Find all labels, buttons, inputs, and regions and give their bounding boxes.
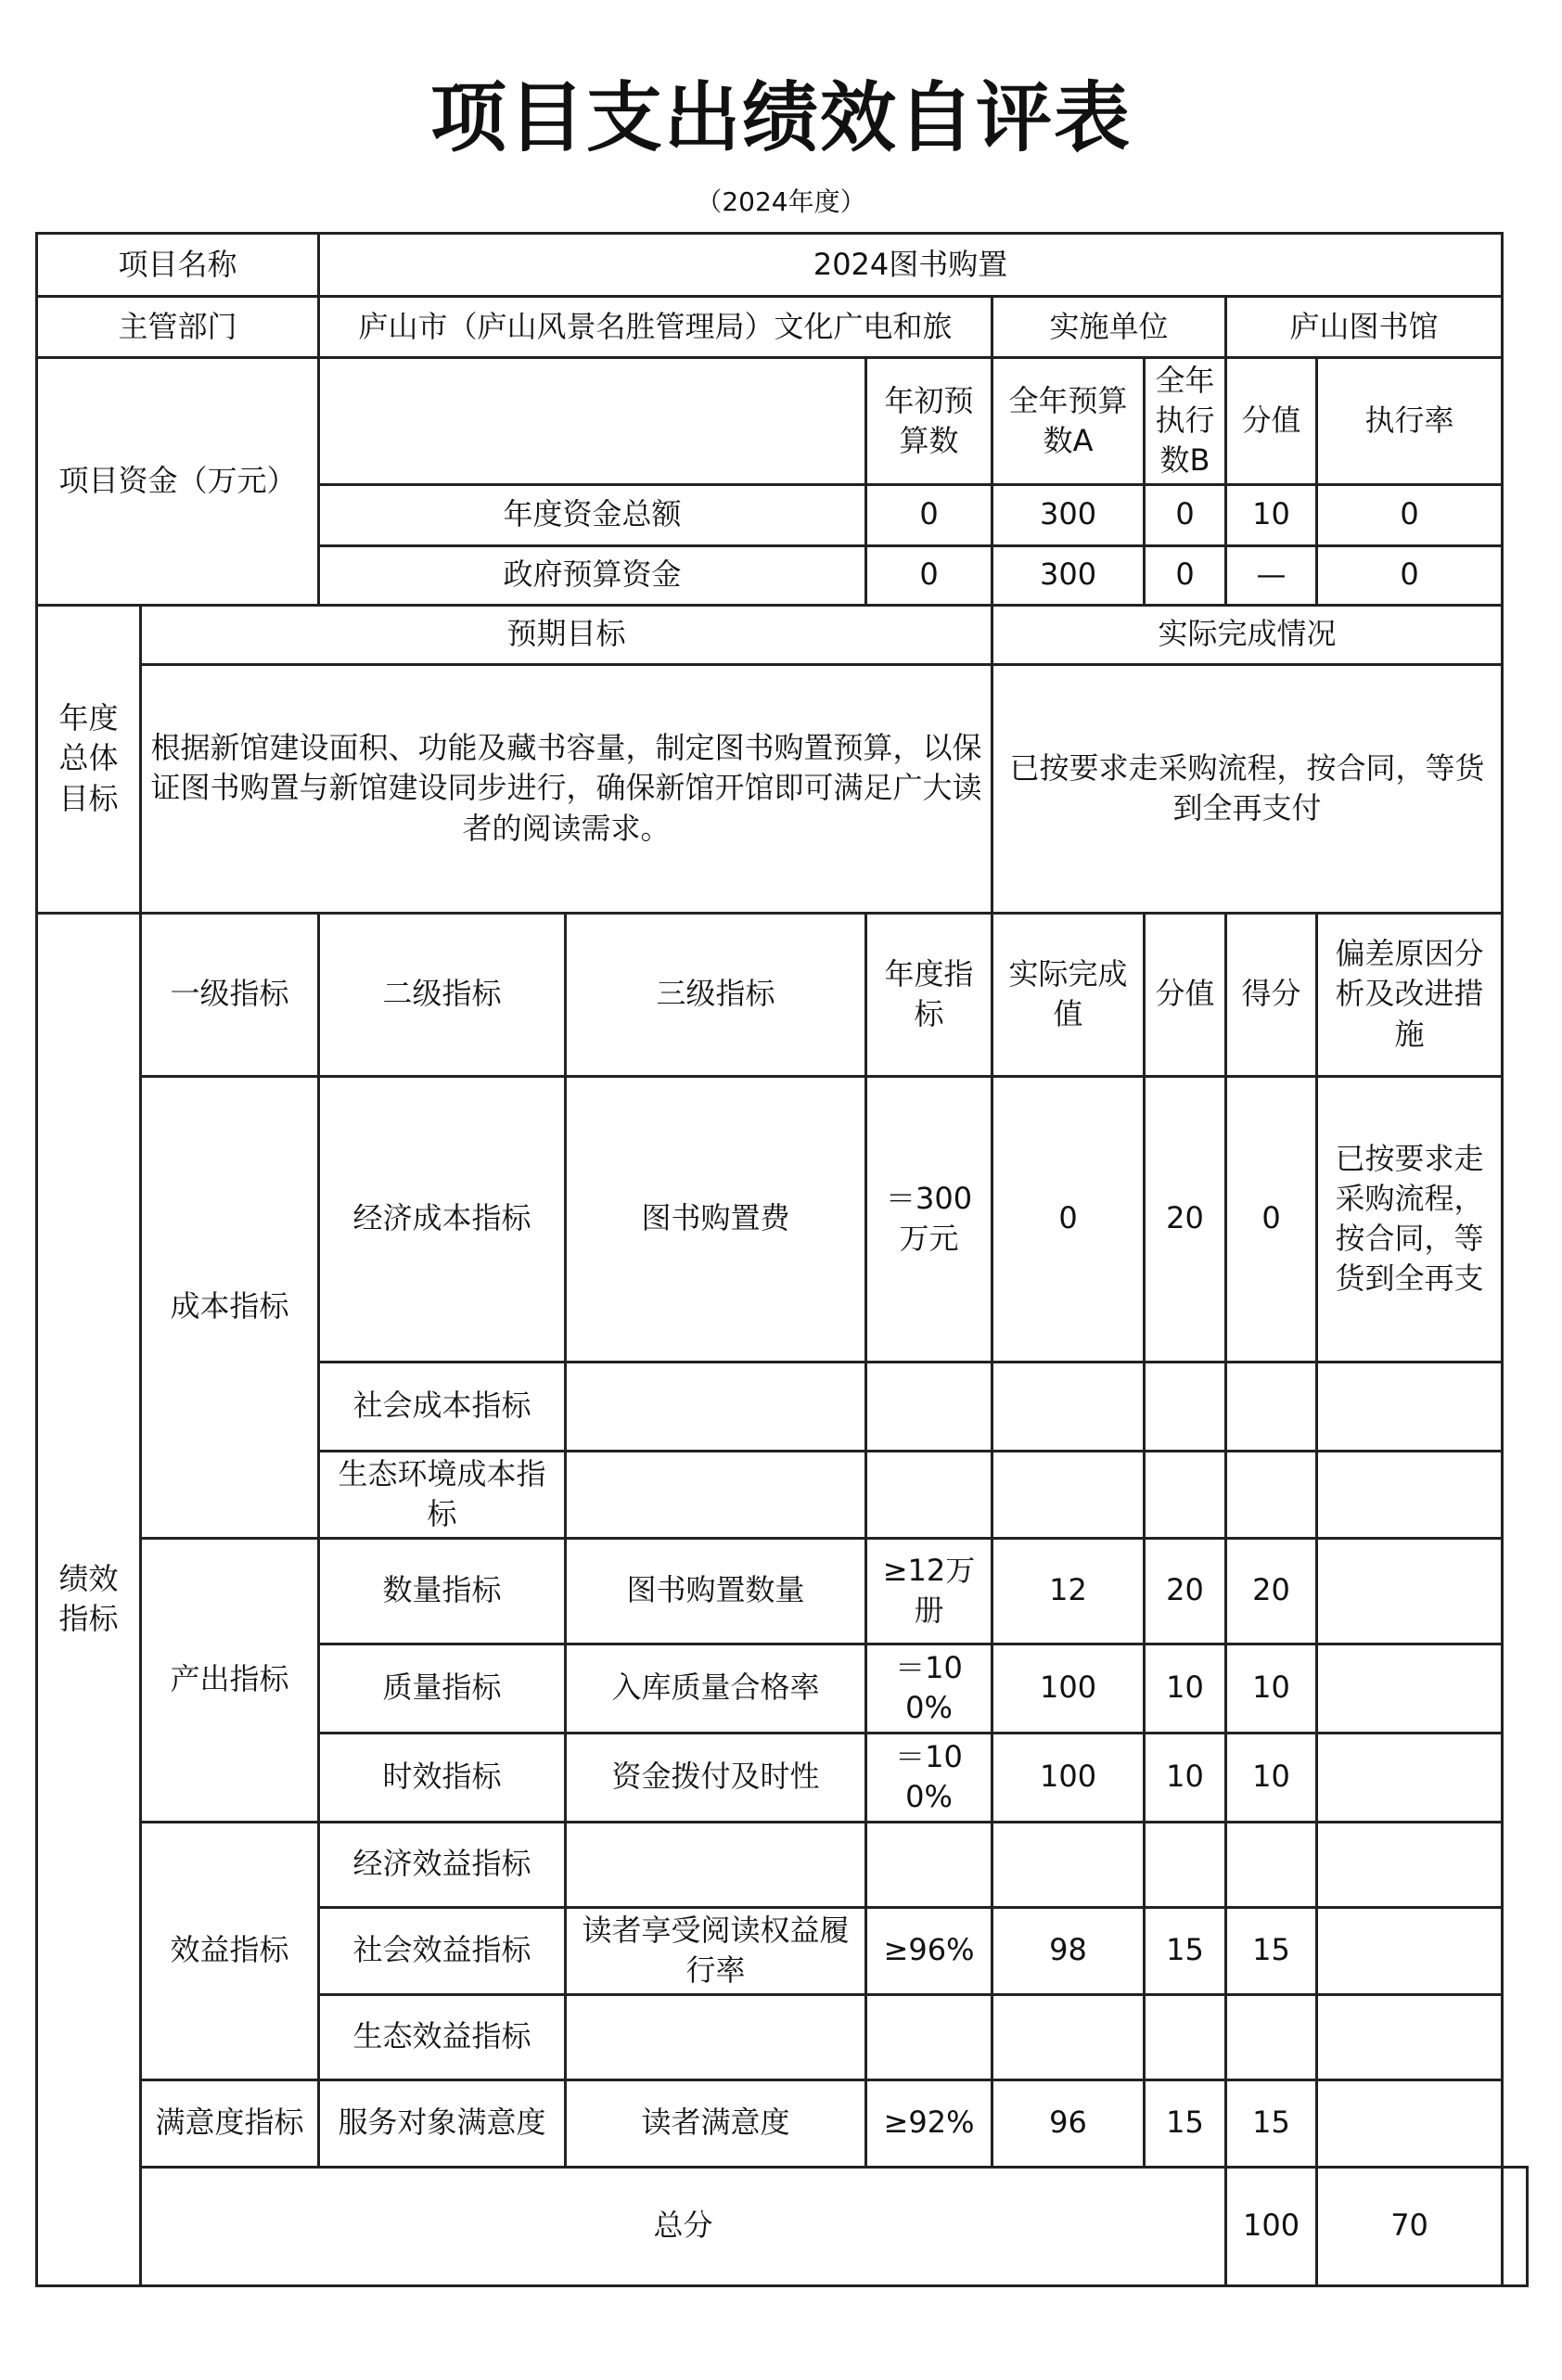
total-label: 总分 — [141, 2167, 1226, 2285]
output-quality-score: 10 — [1226, 1644, 1317, 1733]
satisfaction-actual: 96 — [992, 2079, 1145, 2167]
output-quantity-weight: 20 — [1145, 1538, 1226, 1644]
benefit-social-score: 15 — [1226, 1907, 1317, 1994]
funds-row-total-weight: 10 — [1226, 484, 1317, 545]
satisfaction-weight: 15 — [1145, 2079, 1226, 2167]
cost-economic-annual: ＝300万元 — [866, 1076, 992, 1362]
impl-value: 庐山图书馆 — [1226, 297, 1503, 358]
goal-expected-text: 根据新馆建设面积、功能及藏书容量，制定图书购置预算，以保证图书购置与新馆建设同步进行，确保新馆开馆即可满足广大读者的阅读需求。 — [141, 664, 992, 913]
ind-header-annual: 年度指标 — [866, 913, 992, 1076]
output-quantity-score: 20 — [1226, 1538, 1317, 1644]
dept-value: 庐山市（庐山风景名胜管理局）文化广电和旅 — [319, 297, 992, 358]
output-label: 产出指标 — [141, 1538, 319, 1822]
total-weight: 100 — [1226, 2167, 1317, 2285]
benefit-social-actual: 98 — [992, 1907, 1145, 1994]
funds-row-total-exec-rate: 0 — [1317, 484, 1503, 545]
funds-row-total-exec-b: 0 — [1145, 484, 1226, 545]
goal-actual-label: 实际完成情况 — [992, 605, 1503, 664]
satisfaction-sub-label: 服务对象满意度 — [319, 2079, 566, 2167]
indicators-label: 绩效指标 — [37, 913, 141, 2285]
funds-header-blank — [319, 358, 866, 485]
output-timeliness-label: 时效指标 — [319, 1733, 566, 1822]
satisfaction-score: 15 — [1226, 2079, 1317, 2167]
funds-header-weight: 分值 — [1226, 358, 1317, 485]
cost-economic-label: 经济成本指标 — [319, 1076, 566, 1362]
ind-header-weight: 分值 — [1145, 913, 1226, 1076]
cost-eco-label: 生态环境成本指标 — [319, 1451, 566, 1538]
funds-label: 项目资金（万元） — [37, 358, 319, 606]
ind-header-level3: 三级指标 — [566, 913, 866, 1076]
benefit-economic-label: 经济效益指标 — [319, 1822, 566, 1907]
funds-row-gov-initial: 0 — [866, 545, 992, 605]
cost-economic-actual: 0 — [992, 1076, 1145, 1362]
output-quantity-actual: 12 — [992, 1538, 1145, 1644]
funds-header-full-a: 全年预算数A — [992, 358, 1145, 485]
funds-row-total-initial: 0 — [866, 484, 992, 545]
ind-header-score: 得分 — [1226, 913, 1317, 1076]
self-evaluation-table — [35, 232, 1529, 2287]
funds-row-gov-exec-b: 0 — [1145, 545, 1226, 605]
benefit-social-label: 社会效益指标 — [319, 1907, 566, 1994]
output-quality-annual: ＝100% — [866, 1644, 992, 1733]
cost-economic-weight: 20 — [1145, 1076, 1226, 1362]
goal-label: 年度总体目标 — [37, 605, 141, 913]
benefit-label: 效益指标 — [141, 1822, 319, 2079]
funds-header-exec-rate: 执行率 — [1317, 358, 1503, 485]
output-quality-actual: 100 — [992, 1644, 1145, 1733]
benefit-social-annual: ≥96% — [866, 1907, 992, 1994]
funds-header-initial: 年初预算数 — [866, 358, 992, 485]
benefit-social-name: 读者享受阅读权益履行率 — [566, 1907, 866, 1994]
satisfaction-name: 读者满意度 — [566, 2079, 866, 2167]
benefit-eco-label: 生态效益指标 — [319, 1994, 566, 2079]
total-score: 70 — [1317, 2167, 1503, 2285]
project-name-value: 2024图书购置 — [319, 234, 1503, 297]
output-timeliness-name: 资金拨付及时性 — [566, 1733, 866, 1822]
ind-header-level1: 一级指标 — [141, 913, 319, 1076]
output-timeliness-actual: 100 — [992, 1733, 1145, 1822]
goal-actual-text: 已按要求走采购流程，按合同，等货到全再支付 — [992, 664, 1503, 913]
cost-label: 成本指标 — [141, 1076, 319, 1538]
funds-row-gov-label: 政府预算资金 — [319, 545, 866, 605]
ind-header-level2: 二级指标 — [319, 913, 566, 1076]
report-year: （2024年度） — [696, 186, 866, 217]
page-title: 项目支出绩效自评表 — [429, 74, 1132, 162]
output-timeliness-weight: 10 — [1145, 1733, 1226, 1822]
cost-economic-score: 0 — [1226, 1076, 1317, 1362]
output-quantity-annual: ≥12万册 — [866, 1538, 992, 1644]
funds-row-gov-exec-rate: 0 — [1317, 545, 1503, 605]
funds-row-total-label: 年度资金总额 — [319, 484, 866, 545]
dept-label: 主管部门 — [37, 297, 319, 358]
cost-economic-name: 图书购置费 — [566, 1076, 866, 1362]
benefit-social-weight: 15 — [1145, 1907, 1226, 1994]
impl-label: 实施单位 — [992, 297, 1226, 358]
output-quantity-label: 数量指标 — [319, 1538, 566, 1644]
cost-social-label: 社会成本指标 — [319, 1362, 566, 1451]
output-quantity-name: 图书购置数量 — [566, 1538, 866, 1644]
satisfaction-label: 满意度指标 — [141, 2079, 319, 2167]
funds-row-gov-weight: — — [1226, 545, 1317, 605]
funds-row-total-full-a: 300 — [992, 484, 1145, 545]
satisfaction-annual: ≥92% — [866, 2079, 992, 2167]
ind-header-actual: 实际完成值 — [992, 913, 1145, 1076]
funds-row-gov-full-a: 300 — [992, 545, 1145, 605]
output-timeliness-score: 10 — [1226, 1733, 1317, 1822]
output-quality-weight: 10 — [1145, 1644, 1226, 1733]
cost-economic-reason: 已按要求走采购流程，按合同，等货到全再支 — [1317, 1076, 1503, 1362]
output-quality-name: 入库质量合格率 — [566, 1644, 866, 1733]
output-timeliness-annual: ＝100% — [866, 1733, 992, 1822]
output-quality-label: 质量指标 — [319, 1644, 566, 1733]
project-name-label: 项目名称 — [37, 234, 319, 297]
goal-expected-label: 预期目标 — [141, 605, 992, 664]
ind-header-reason: 偏差原因分析及改进措施 — [1317, 913, 1503, 1076]
funds-header-exec-b: 全年执行数B — [1145, 358, 1226, 485]
